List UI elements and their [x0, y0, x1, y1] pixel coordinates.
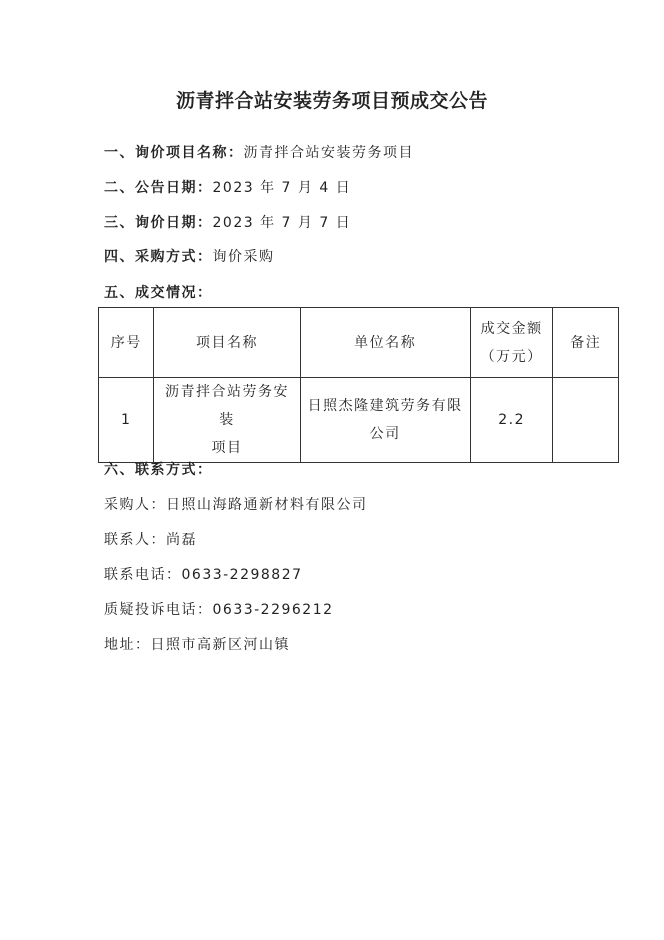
- section-inquiry-date: [104, 212, 351, 232]
- cell-unit-line2: 公司: [369, 426, 401, 442]
- contact-phone: 联系电话：0633-2298827: [104, 567, 303, 583]
- header-amount: [470, 308, 553, 378]
- cell-unit-line1: 日照杰隆建筑劳务有限: [307, 398, 463, 414]
- section-value: 2023 年 7 月 4 日: [212, 180, 352, 196]
- cell-seq: 1: [99, 378, 154, 463]
- contact-buyer: 采购人：日照山海路通新材料有限公司: [104, 497, 368, 513]
- header-unit: 单位名称: [300, 308, 470, 378]
- contact-person: 联系人：尚磊: [104, 532, 197, 548]
- header-project: 项目名称: [154, 308, 300, 378]
- section-inquiry-name: [104, 142, 414, 162]
- section-value: 沥青拌合站安装劳务项目: [243, 145, 414, 161]
- section-heading: 三、询价日期：: [104, 215, 213, 231]
- header-remark: 备注: [553, 308, 619, 378]
- header-amount-line2: （万元）: [480, 348, 543, 365]
- section-heading: 二、公告日期：: [104, 180, 213, 196]
- section-heading: 六、联系方式：: [104, 462, 213, 478]
- section-purchase-method: [104, 246, 275, 266]
- cell-project-line1: 沥青拌合站劳务安装: [164, 384, 289, 428]
- document-title: 沥青拌合站安装劳务项目预成交公告: [175, 90, 488, 112]
- header-seq: 序号: [99, 308, 154, 378]
- table-header-row: [99, 308, 619, 378]
- table-row: [99, 378, 619, 463]
- deal-table: [98, 307, 619, 463]
- cell-project: [154, 378, 300, 463]
- contact-address: 地址：日照市高新区河山镇: [104, 637, 290, 653]
- contact-complaint-phone: 质疑投诉电话：0633-2296212: [104, 602, 334, 618]
- section-announce-date: [104, 177, 351, 197]
- cell-amount: 2.2: [470, 378, 553, 463]
- section-heading: 一、询价项目名称：: [104, 145, 244, 161]
- cell-remark: [553, 378, 619, 463]
- section-value: 2023 年 7 月 7 日: [212, 215, 352, 231]
- cell-unit: [300, 378, 470, 463]
- section-heading: 五、成交情况：: [104, 285, 213, 301]
- section-contact: [104, 459, 213, 479]
- cell-project-line2: 项目: [211, 440, 243, 456]
- header-amount-line1: 成交金额: [480, 320, 543, 337]
- section-value: 询价采购: [212, 249, 275, 265]
- section-deal-status: [104, 282, 213, 302]
- section-heading: 四、采购方式：: [104, 249, 213, 265]
